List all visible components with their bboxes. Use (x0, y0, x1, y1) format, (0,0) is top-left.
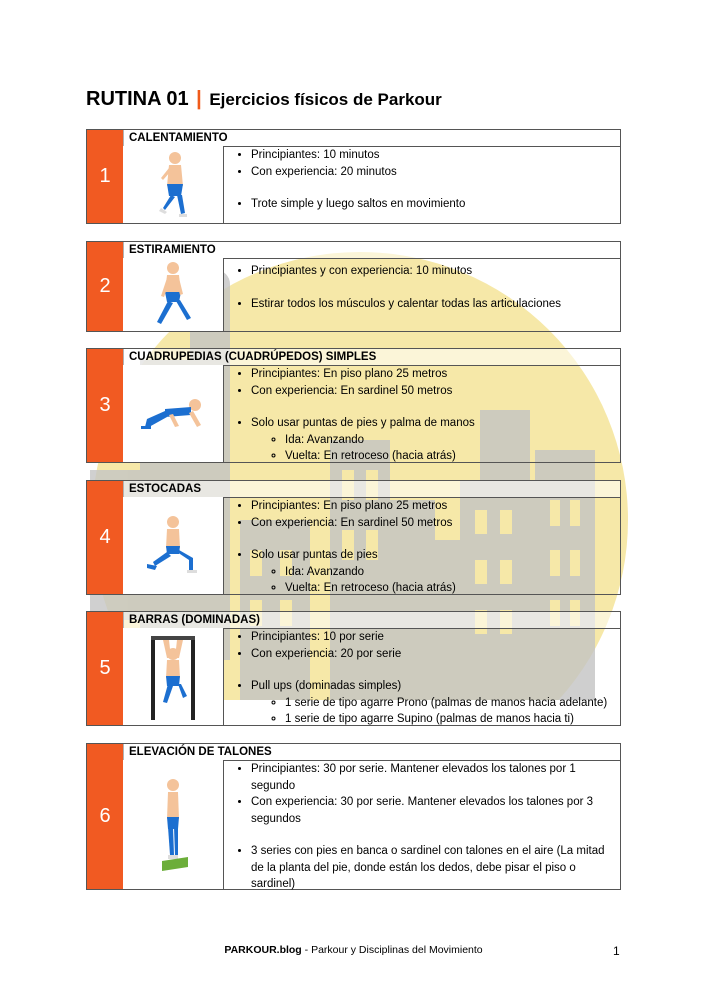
list-item: • Solo usar puntas de pies ◦ Ida: Avanzando ◦ Vuelta: En retroceso (hacia atrás) (251, 547, 620, 597)
exercise-name: ESTIRAMIENTO (123, 242, 620, 259)
exercise-block-2 (86, 241, 621, 332)
list-item: • Solo usar puntas de pies y palma de manos ◦ Ida: Avanzando ◦ Vuelta: En retroceso (hacia atrás) (251, 415, 620, 465)
list-item: • Trote simple y luego saltos en movimiento (251, 196, 620, 213)
exercise-name: BARRAS (DOMINADAS) (123, 612, 620, 629)
sub-list-item: ◦ Ida: Avanzando (285, 432, 620, 449)
list-item: • Principiantes: 30 por serie. Mantener elevados los talones por 1 segundo (251, 761, 620, 794)
page-title: RUTINA 01 | Ejercicios físicos de Parkour (86, 88, 442, 110)
list-item: • Principiantes: 10 minutos (251, 147, 620, 164)
list-item: • Principiantes: En piso plano 25 metros (251, 498, 620, 515)
list-item: • Principiantes y con experiencia: 10 minutos (251, 263, 620, 280)
pullup-bar-figure-icon (143, 632, 203, 722)
list-item: • Con experiencia: En sardinel 50 metros (251, 383, 620, 400)
sub-list (251, 564, 620, 597)
list-item: • Con experiencia: 30 por serie. Mantener elevados los talones por 3 segundos (251, 794, 620, 827)
list-item: • Principiantes: En piso plano 25 metros (251, 366, 620, 383)
bullet-list (224, 296, 620, 313)
exercise-name: ESTOCADAS (123, 481, 620, 498)
bullet-list (224, 147, 620, 180)
lunge-figure-icon (143, 514, 203, 578)
page-footer (0, 944, 707, 956)
sub-list (251, 695, 620, 728)
exercise-number: 6 (87, 744, 124, 889)
exercise-details (224, 366, 620, 462)
crawling-figure-icon (135, 389, 211, 439)
list-item: • 3 series con pies en banca o sardinel con talones en el aire (La mitad de la planta del pie, donde están los dedos, debe pisar el piso o sardinel) (251, 843, 620, 893)
sub-list-item: ◦ 1 serie de tipo agarre Supino (palmas de manos hacia ti) (285, 711, 620, 728)
exercise-details (224, 629, 620, 725)
list-item: • Estirar todos los músculos y calentar todas las articulaciones (251, 296, 620, 313)
sub-list (251, 432, 620, 465)
exercise-number: 5 (87, 612, 124, 725)
exercise-name: CALENTAMIENTO (123, 130, 620, 147)
list-item: • Con experiencia: 20 minutos (251, 164, 620, 181)
list-item: • Pull ups (dominadas simples) ◦ 1 serie de tipo agarre Prono (palmas de manos hacia adelante) ◦ 1 serie de tipo agarre Supino (palmas de manos hacia ti) (251, 678, 620, 728)
runner-warmup-icon (143, 150, 203, 220)
exercise-details (224, 147, 620, 223)
exercise-block-3 (86, 348, 621, 463)
exercise-block-4 (86, 480, 621, 595)
sub-list-item: ◦ Vuelta: En retroceso (hacia atrás) (285, 448, 620, 465)
footer-tagline: - Parkour y Disciplinas del Movimiento (301, 944, 483, 956)
sub-list-item: ◦ 1 serie de tipo agarre Prono (palmas de manos hacia adelante) (285, 695, 620, 712)
exercise-block-1 (86, 129, 621, 224)
bullet-list (224, 415, 620, 465)
calf-raise-figure-icon (148, 775, 198, 875)
bullet-list (224, 498, 620, 531)
bullet-list (224, 678, 620, 728)
footer-brand: PARKOUR.blog (224, 944, 302, 956)
bullet-list (224, 366, 620, 399)
exercise-name: ELEVACIÓN DE TALONES (123, 744, 620, 761)
exercise-number: 3 (87, 349, 124, 462)
exercise-number: 2 (87, 242, 124, 331)
list-item: • Con experiencia: En sardinel 50 metros (251, 515, 620, 532)
exercise-details (224, 761, 620, 889)
exercise-block-6 (86, 743, 621, 890)
list-item: • Con experiencia: 20 por serie (251, 646, 620, 663)
stretching-figure-icon (143, 260, 203, 330)
bullet-list (224, 761, 620, 827)
exercise-block-5 (86, 611, 621, 726)
exercise-details (224, 259, 620, 331)
exercise-details (224, 498, 620, 594)
list-item: • Principiantes: 10 por serie (251, 629, 620, 646)
bullet-list (224, 843, 620, 893)
page-number: 1 (613, 944, 620, 958)
bullet-list (224, 196, 620, 213)
exercise-number: 4 (87, 481, 124, 594)
exercise-number: 1 (87, 130, 124, 223)
bullet-list (224, 263, 620, 280)
sub-list-item: ◦ Vuelta: En retroceso (hacia atrás) (285, 580, 620, 597)
bullet-list (224, 629, 620, 662)
exercise-name: CUADRUPEDIAS (CUADRÚPEDOS) SIMPLES (123, 349, 620, 366)
sub-list-item: ◦ Ida: Avanzando (285, 564, 620, 581)
bullet-list (224, 547, 620, 597)
